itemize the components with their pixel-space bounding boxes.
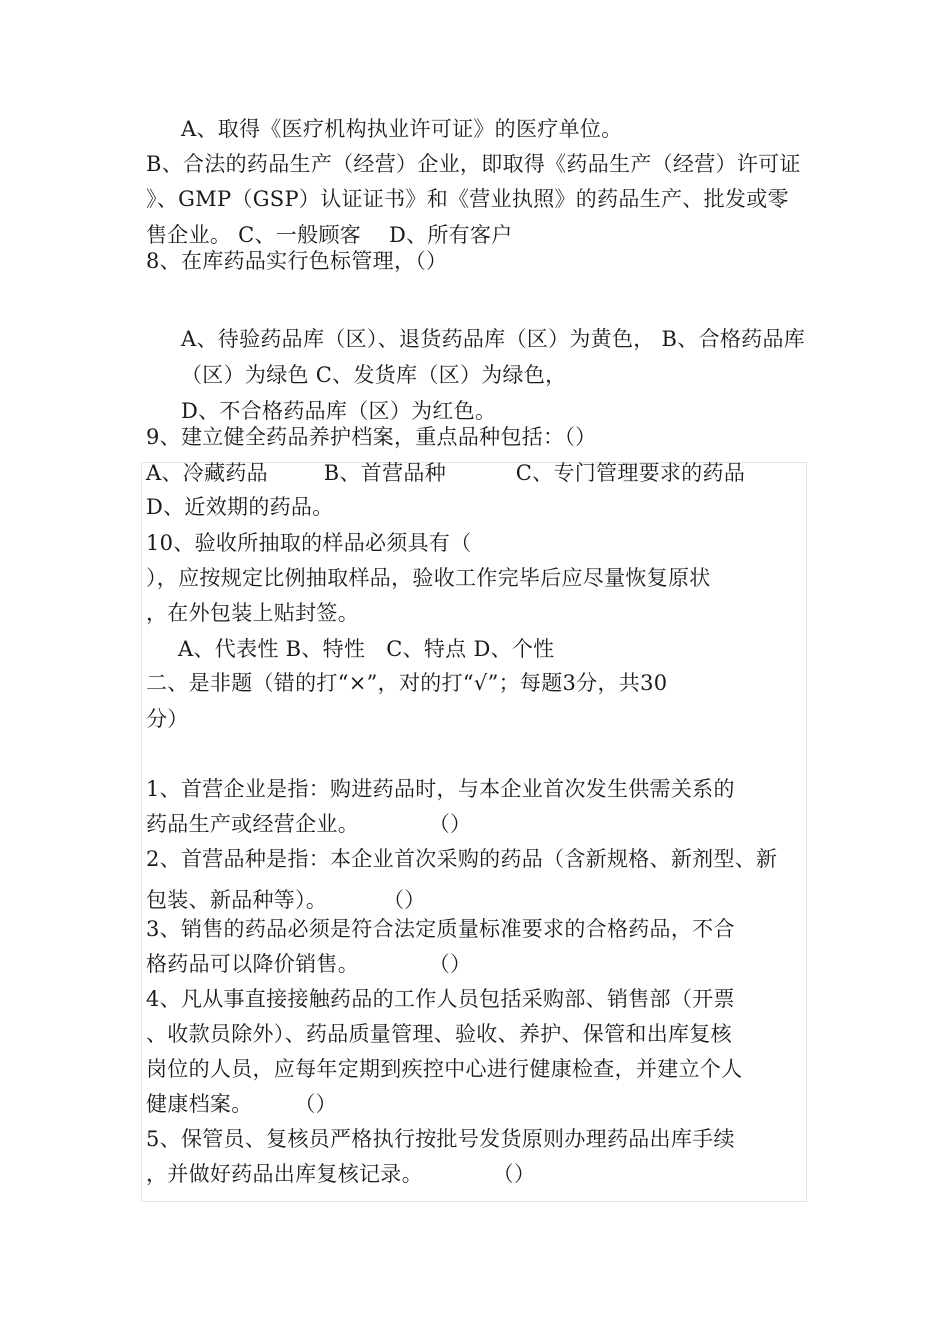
tf-item-3-line1: 3、销售的药品必须是符合法定质量标准要求的合格药品，不合 [146, 917, 735, 941]
tf-item-4-line1: 4、凡从事直接接触药品的工作人员包括采购部、销售部（开票 [146, 987, 735, 1011]
tf-item-4-line4: 健康档案。 （） [146, 1092, 337, 1116]
tf-item-4-line2: 、收款员除外）、药品质量管理、验收、养护、保管和出库复核 [146, 1022, 732, 1046]
option-8d: D、不合格药品库（区）为红色。 [181, 399, 497, 423]
tf-item-2-line1: 2、首营品种是指：本企业首次采购的药品（含新规格、新剂型、新 [146, 847, 778, 871]
section-2-heading: 二、是非题（错的打“×”，对的打“√”；每题3分，共30 [146, 671, 668, 695]
tf-item-5-line2: ，并做好药品出库复核记录。 （） [146, 1162, 536, 1186]
tf-item-3-line2: 格药品可以降价销售。 （） [146, 952, 472, 976]
option-8b-8c: （区）为绿色 C、发货库（区）为绿色， [181, 363, 567, 387]
question-9: 9、建立健全药品养护档案，重点品种包括：（） [146, 425, 597, 449]
question-10-line1: 10、验收所抽取的样品必须具有（ [146, 531, 472, 555]
tf-item-1-line1: 1、首营企业是指：购进药品时，与本企业首次发生供需关系的 [146, 777, 735, 801]
option-9d: D、近效期的药品。 [146, 495, 334, 519]
option-7b-7d: 售企业。 C、一般顾客 D、所有客户 [146, 223, 513, 247]
options-9abc: A、冷藏药品 B、首营品种 C、专门管理要求的药品 [146, 461, 746, 485]
tf-item-5-line1: 5、保管员、复核员严格执行按批号发货原则办理药品出库手续 [146, 1127, 735, 1151]
option-7b-line2: 》、GMP（GSP）认证证书》和《营业执照》的药品生产、批发或零 [146, 187, 789, 211]
option-8a-8b: A、待验药品库（区）、退货药品库（区）为黄色， B、合格药品库 [181, 327, 806, 351]
question-8: 8、在库药品实行色标管理，（） [146, 249, 448, 273]
options-10: A、代表性 B、特性 C、特点 D、个性 [178, 637, 555, 661]
tf-item-1-line2: 药品生产或经营企业。 （） [146, 812, 472, 836]
question-10-line2: ），应按规定比例抽取样品，验收工作完毕后应尽量恢复原状 [146, 566, 711, 590]
option-7b-line1: B、合法的药品生产（经营）企业，即取得《药品生产（经营）许可证 [146, 152, 801, 176]
tf-item-4-line3: 岗位的人员，应每年定期到疾控中心进行健康检查，并建立个人 [146, 1057, 743, 1081]
section-2-heading-cont: 分） [146, 707, 189, 731]
tf-item-2-line2: 包装、新品种等）。 （） [146, 888, 426, 912]
option-7a: A、取得《医疗机构执业许可证》的医疗单位。 [181, 117, 623, 141]
question-10-line3: ，在外包装上贴封签。 [146, 601, 359, 625]
